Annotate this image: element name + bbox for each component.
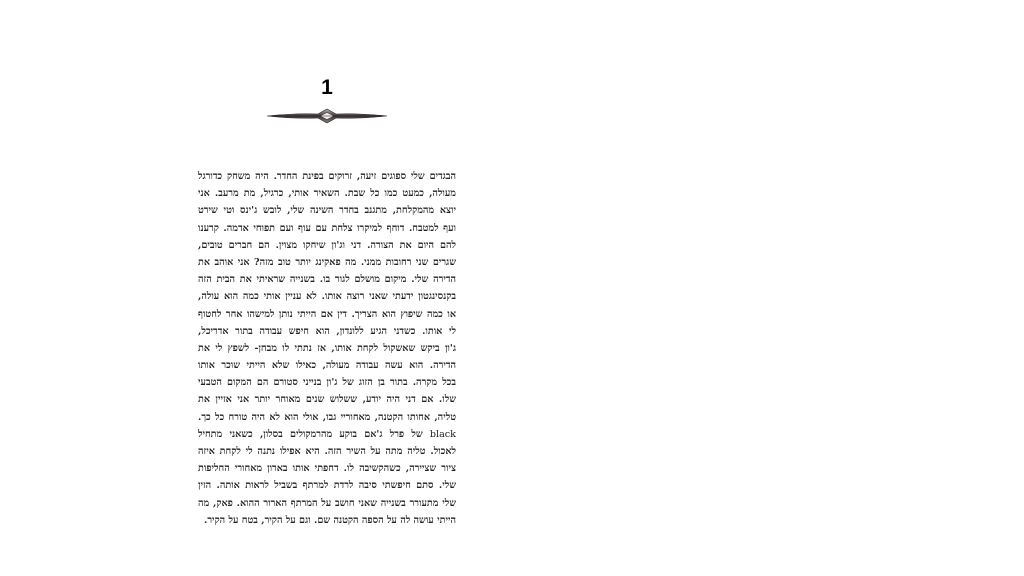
text-line: בקנסינגטון ידעתי שאני רוצה אותו. לא עניין אותי כמה הוא עולה, <box>198 291 456 303</box>
chapter-body-text <box>198 168 456 529</box>
text-line: או כמה שיפוץ הוא הצריך. דין אם הייתי נותן למישהו אחר לחטוף <box>198 308 456 320</box>
text-line: שלו. אם דני היה יודע, ששלוש שנים מאוחר יותר אני אזיין את <box>198 394 456 406</box>
text-line-fragment: של פרל ג'אם בוקע מהרמקולים בסלון, כשאני מתחיל <box>198 428 423 440</box>
text-line: שלי מתעורר בשנייה שאני חושב על המרתף הארור ההוא. פאק, מה <box>198 497 456 509</box>
text-line: יוצא מהמקלחת, מתגנב בחדר השינה שלי, לובש ג'ינס וטי שירט <box>198 205 456 217</box>
text-line: בכל מקרה. בתור בן הזוג של ג'ון בנייני סטורם הם המקום הטבעי <box>198 377 456 389</box>
text-line: לי אותו. כשדני הגיע ללונדון, הוא חיפש עבודה בתור אדריכל, <box>198 325 456 337</box>
text-line: הבגדים שלי ספוגים זיעה, זרוקים בפינת החדר. היה משחק כדורגל <box>198 171 456 182</box>
text-line: ג'ון ביקש שאשקול לקחת אותו, אז נתתי לו מבחן- לשפץ לי את <box>198 342 456 354</box>
text-line: הדירה שלי. מיקום מושלם לגור בו. בשנייה שראיתי את הבית הזה <box>198 274 456 286</box>
text-line: ציור שציירה, כשהקשיבה לו. דחפתי אותו בארון מאחורי החליפות <box>198 463 456 475</box>
chapter-number: 1 <box>321 76 333 99</box>
ornament-divider-icon <box>266 106 388 126</box>
text-line: מעולה, כמעט כמו כל שבת. השאיר אותי, כרגיל, מת מרעב. אני <box>198 188 456 200</box>
text-line-last: הייתי עושה לה על הספה הקטנה שם. וגם על הקיר, בטח על הקיר. <box>203 514 456 526</box>
text-line: ועף למטבח. דוחף למיקרו צלחת עם עוף ועם תפוחי אדמה. קרענו <box>198 222 456 234</box>
text-line: הדירה. הוא עשה עבודה מעולה, כאילו שלא הייתי שוכר אותו <box>198 360 456 372</box>
text-line: לאכול. טליה מתה על השיר הזה. היא אפילו נתנה לי לקחת איזה <box>198 446 456 457</box>
text-line: להם היום את הצורה. דני וג'ון שיחקו מצוין. הם חברים טובים, <box>198 239 456 251</box>
inline-latin-word: black <box>429 428 456 440</box>
text-line-with-latin <box>198 426 456 443</box>
text-line: שלי. סתם חיפשתי סיבה לרדת למרתף בשביל לראות אותה. הזין <box>198 480 456 492</box>
text-line: טליה, אחותו הקטנה, מאחוריי גבו, אולי הוא לא היה טורח כל כך. <box>198 411 456 423</box>
text-line: שגרים שני רחובות ממני. מה פאקינג יותר טוב מזה? אני אוהב את <box>198 256 456 268</box>
